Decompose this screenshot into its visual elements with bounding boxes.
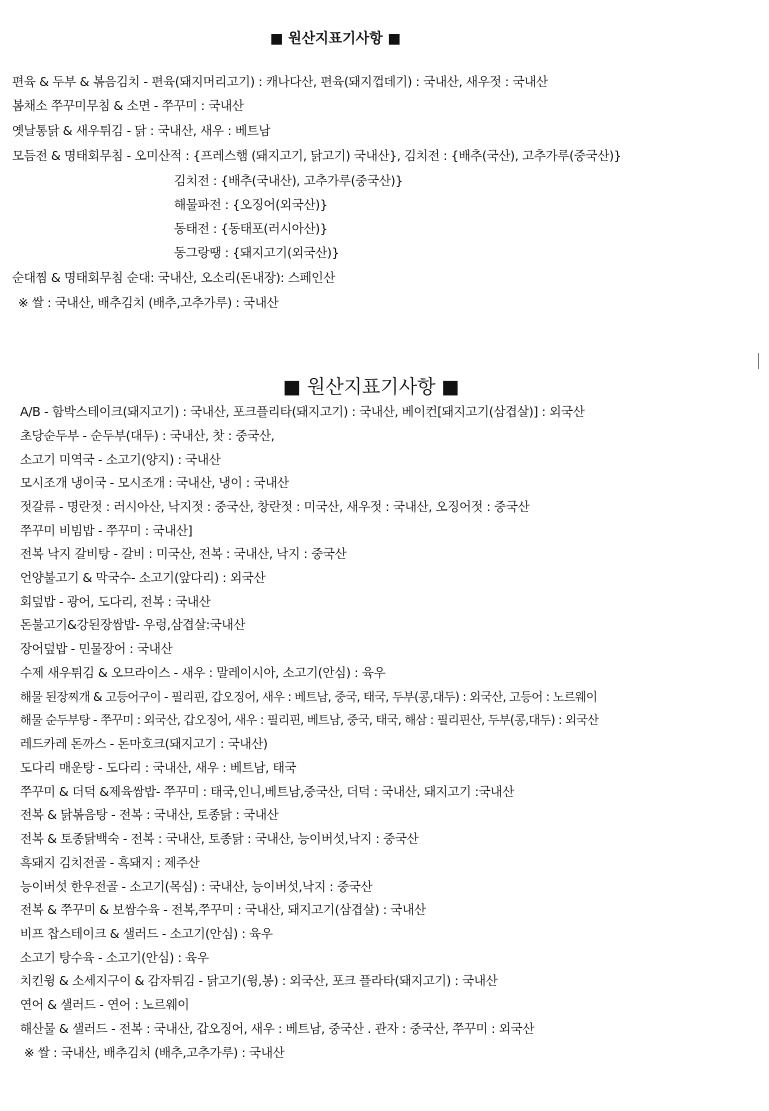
list-item: 소고기 미역국 - 소고기(양지) : 국내산 — [20, 452, 221, 467]
list-item: 도다리 매운탕 - 도다리 : 국내산, 새우 : 베트남, 태국 — [20, 760, 297, 775]
list-item: 모듬전 & 명태회무침 - 오미산적 : {프레스햄 (돼지고기, 닭고기) 국내산}, 김치전 : {배추(국산), 고추가루(중국산)} — [12, 148, 622, 163]
list-item: 쭈꾸미 비빔밥 - 쭈꾸미 : 국내산] — [20, 523, 193, 538]
list-item: 전복 & 닭볶음탕 - 전복 : 국내산, 토종닭 : 국내산 — [20, 807, 279, 822]
list-item: 전복 & 쭈꾸미 & 보쌈수육 - 전복,쭈꾸미 : 국내산, 돼지고기(삼겹살) : 국내산 — [20, 902, 426, 917]
list-item: 능이버섯 한우전골 - 소고기(목심) : 국내산, 능이버섯,낙지 : 중국산 — [20, 879, 373, 894]
list-item: 소고기 탕수육 - 소고기(안심) : 육우 — [20, 950, 209, 965]
list-item: 해산물 & 샐러드 - 전복 : 국내산, 갑오징어, 새우 : 베트남, 중국산 . 관자 : 중국산, 쭈꾸미 : 외국산 — [20, 1021, 535, 1036]
list-item: A/B - 함박스테이크(돼지고기) : 국내산, 포크플리타(돼지고기) : 국내산, 베이컨[돼지고기(삼겹살)] : 외국산 — [20, 404, 585, 419]
list-item: 레드카레 돈까스 - 돈마호크(돼지고기 : 국내산) — [20, 736, 268, 751]
list-item: 연어 & 샐러드 - 연어 : 노르웨이 — [20, 997, 190, 1012]
list-item: 장어덮밥 - 민물장어 : 국내산 — [20, 641, 173, 656]
list-item: 치킨윙 & 소세지구이 & 감자튀김 - 닭고기(윙,봉) : 외국산, 포크 플라타(돼지고기) : 국내산 — [20, 973, 498, 988]
list-item: 전복 낙지 갈비탕 - 갈비 : 미국산, 전복 : 국내산, 낙지 : 중국산 — [20, 546, 347, 561]
divider-line — [758, 353, 759, 369]
list-item: 언양불고기 & 막국수- 소고기(앞다리) : 외국산 — [20, 570, 266, 585]
list-item: 해물 된장찌개 & 고등어구이 - 필리핀, 갑오징어, 새우 : 베트남, 중국, 태국, 두부(콩,대두) : 외국산, 고등어 : 노르웨이 — [20, 690, 598, 704]
list-item: 흑돼지 김치전골 - 흑돼지 : 제주산 — [20, 855, 200, 870]
list-item: 쭈꾸미 & 더덕 &제육쌈밥- 쭈꾸미 : 태국,인니,베트남,중국산, 더덕 : 국내산, 돼지고기 :국내산 — [20, 784, 514, 799]
list-item: 젓갈류 - 명란젓 : 러시아산, 낙지젓 : 중국산, 창란젓 : 미국산, 새우젓 : 국내산, 오징어젓 : 중국산 — [20, 499, 530, 514]
list-item: 비프 찹스테이크 & 샐러드 - 소고기(안심) : 육우 — [20, 926, 273, 941]
list-item: 해물파전 : {오징어(외국산)} — [174, 197, 328, 212]
footnote: ※ 쌀 : 국내산, 배추김치 (배추,고추가루) : 국내산 — [18, 295, 279, 310]
list-item: 해물 순두부탕 - 쭈꾸미 : 외국산, 갑오징어, 새우 : 필리핀, 베트남, 중국, 태국, 해삼 : 필리핀산, 두부(콩,대두) : 외국산 — [20, 713, 599, 727]
list-item: 동태전 : {동태포(러시아산)} — [174, 221, 328, 236]
list-item: 수제 새우튀김 & 오므라이스 - 새우 : 말레이시아, 소고기(안심) : 육우 — [20, 665, 386, 680]
list-item: 봄채소 쭈꾸미무침 & 소면 - 쭈꾸미 : 국내산 — [12, 98, 244, 113]
section-1-title: ■ 원산지표기사항 ■ — [270, 31, 401, 47]
list-item: 김치전 : {배추(국내산), 고추가루(중국산)} — [174, 173, 403, 188]
list-item: 편육 & 두부 & 볶음김치 - 편육(돼지머리고기) : 캐나다산, 편육(돼지껍데기) : 국내산, 새우젓 : 국내산 — [12, 74, 548, 89]
list-item: 돈불고기&강된장쌈밥- 우렁,삼겹살:국내산 — [20, 617, 246, 632]
list-item: 모시조개 냉이국 - 모시조개 : 국내산, 냉이 : 국내산 — [20, 475, 289, 490]
list-item: 옛날통닭 & 새우튀김 - 닭 : 국내산, 새우 : 베트남 — [12, 123, 271, 138]
list-item: 전복 & 토종닭백숙 - 전복 : 국내산, 토종닭 : 국내산, 능이버섯,낙지 : 중국산 — [20, 831, 419, 846]
list-item: 초당순두부 - 순두부(대두) : 국내산, 찻 : 중국산, — [20, 428, 275, 443]
list-item: 동그랑땡 : {돼지고기(외국산)} — [174, 245, 340, 260]
list-item: 회덮밥 - 광어, 도다리, 전복 : 국내산 — [20, 594, 211, 609]
list-item: 순대찜 & 명태회무침 순대: 국내산, 오소리(돈내장): 스페인산 — [12, 270, 335, 285]
section-2-title: ■ 원산지표기사항 ■ — [283, 376, 460, 398]
footnote: ※ 쌀 : 국내산, 배추김치 (배추,고추가루) : 국내산 — [24, 1045, 285, 1060]
